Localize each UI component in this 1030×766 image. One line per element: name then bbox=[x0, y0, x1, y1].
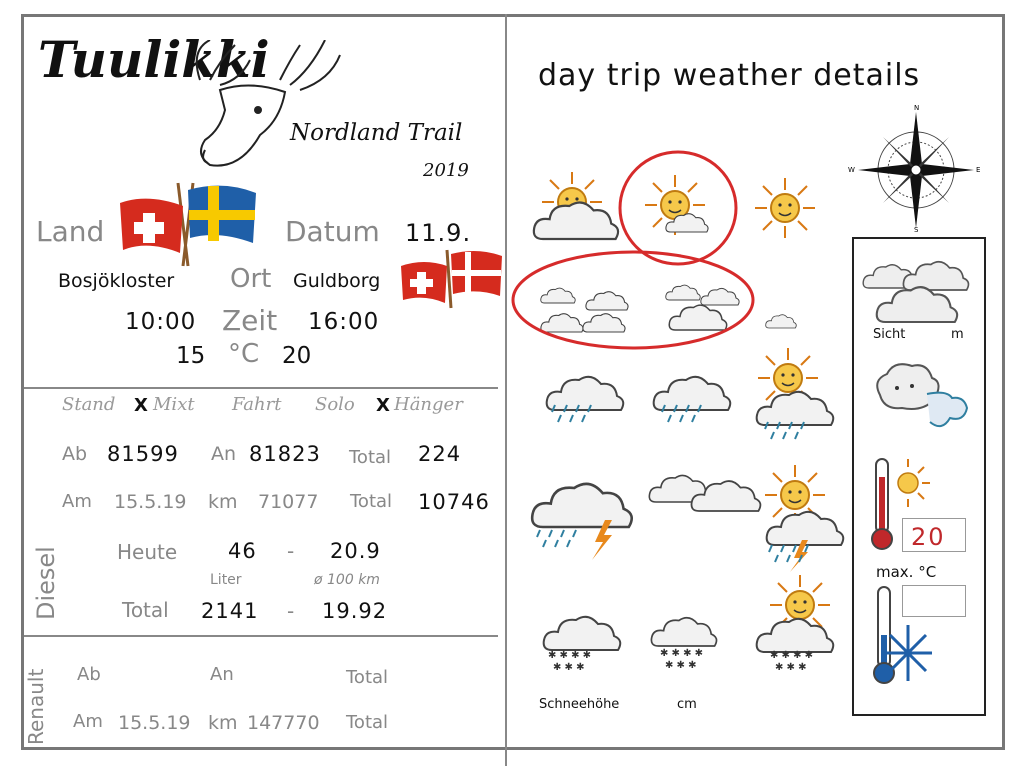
zeit-to: 16:00 bbox=[308, 309, 380, 335]
max-temp-field[interactable] bbox=[902, 518, 966, 552]
dark-clouds-icon bbox=[649, 475, 760, 511]
cloudy-icon bbox=[666, 285, 739, 330]
stand-label: Stand bbox=[62, 394, 116, 415]
ab-value: 81599 bbox=[107, 442, 179, 466]
scattered-clouds-icon bbox=[541, 288, 628, 332]
sicht-unit: m bbox=[951, 327, 964, 342]
haenger-label: Hänger bbox=[394, 394, 463, 415]
land-label: Land bbox=[36, 215, 105, 248]
total-label: Total bbox=[349, 447, 392, 468]
schnee-label: Schneehöhe bbox=[539, 697, 620, 712]
snow-icon bbox=[651, 618, 716, 671]
diesel-total-avg: 19.92 bbox=[322, 599, 388, 623]
total-value: 224 bbox=[418, 442, 462, 466]
diesel-section-text: Diesel bbox=[32, 546, 60, 620]
flags-swiss-swedish bbox=[118, 178, 268, 268]
mixt-label: Mixt bbox=[153, 394, 195, 415]
compass-n: N bbox=[914, 104, 920, 112]
diesel-total-label: Total bbox=[122, 598, 169, 622]
moose-logo bbox=[180, 40, 350, 190]
renault-section-label: Renault bbox=[24, 668, 48, 745]
datum-label: Datum bbox=[285, 215, 380, 248]
renault-km-label: km bbox=[208, 712, 238, 734]
mixt-mark: X bbox=[134, 395, 148, 416]
ort-to: Guldborg bbox=[293, 270, 381, 292]
weather-icon-grid: ✱ ✱ ✱ ✱ ✱ ✱ ✱ bbox=[510, 140, 850, 740]
column-divider bbox=[505, 14, 507, 766]
sun-icon bbox=[755, 178, 815, 238]
an-value: 81823 bbox=[249, 442, 321, 466]
renault-total-label: Total bbox=[346, 667, 389, 688]
total2-value: 10746 bbox=[418, 490, 490, 514]
ort-label: Ort bbox=[230, 264, 272, 294]
heute-label: Heute bbox=[117, 540, 178, 564]
divider-renault bbox=[24, 635, 498, 637]
divider-header bbox=[24, 387, 498, 389]
brand-name: Tuulikki bbox=[38, 30, 270, 89]
temp-from: 15 bbox=[176, 343, 206, 369]
sun-small-cloud-icon bbox=[645, 175, 708, 235]
liter-label: Liter bbox=[210, 572, 242, 588]
renault-km-value: 147770 bbox=[247, 712, 320, 734]
heute-liter: 46 bbox=[228, 539, 257, 563]
diesel-total-liter: 2141 bbox=[201, 599, 259, 623]
visibility-cloud-icon bbox=[860, 250, 980, 325]
fahrt-label: Fahrt bbox=[232, 394, 282, 415]
heavy-rain-icon bbox=[547, 377, 624, 422]
thunderstorm-icon bbox=[532, 484, 632, 560]
max-temp-value: 20 bbox=[911, 523, 946, 551]
avg-label: ø 100 km bbox=[314, 572, 380, 588]
brand-year: 2019 bbox=[423, 160, 469, 181]
km-value: 71077 bbox=[258, 491, 319, 513]
renault-am-value: 15.5.19 bbox=[118, 712, 191, 734]
sun-rain-icon bbox=[757, 348, 834, 439]
heute-avg: 20.9 bbox=[330, 539, 381, 563]
am-label: Am bbox=[62, 491, 92, 512]
temp-unit: °C bbox=[228, 339, 260, 369]
compass-w: W bbox=[848, 166, 855, 174]
diesel-total-dash: - bbox=[287, 599, 295, 623]
temp-to: 20 bbox=[282, 343, 312, 369]
ab-label: Ab bbox=[62, 443, 88, 465]
compass-e: E bbox=[976, 166, 981, 174]
renault-an-label: An bbox=[210, 664, 234, 685]
brand-trail: Nordland Trail bbox=[290, 120, 463, 146]
zeit-from: 10:00 bbox=[125, 309, 197, 335]
sun-cloud-icon bbox=[534, 172, 618, 239]
rain-icon bbox=[654, 377, 731, 422]
compass-rose-icon bbox=[848, 102, 988, 232]
am-value: 15.5.19 bbox=[114, 491, 187, 513]
flags-swiss-danish bbox=[399, 248, 504, 310]
an-label: An bbox=[211, 443, 237, 465]
weather-title: day trip weather details bbox=[538, 58, 921, 93]
sicht-label: Sicht bbox=[873, 327, 906, 342]
zeit-label: Zeit bbox=[222, 304, 278, 337]
total2-label: Total bbox=[350, 491, 393, 512]
ort-from: Bosjökloster bbox=[58, 270, 175, 292]
heute-dash: - bbox=[287, 539, 295, 563]
sun-snow-icon bbox=[757, 575, 834, 673]
max-temp-label: max. °C bbox=[876, 563, 937, 581]
datum-value: 11.9. bbox=[405, 219, 472, 247]
small-cloud-icon bbox=[766, 315, 797, 328]
renault-total2-label: Total bbox=[346, 712, 389, 733]
wind-icon bbox=[872, 360, 972, 435]
renault-am-label: Am bbox=[73, 711, 103, 732]
haenger-mark: X bbox=[376, 395, 390, 416]
min-temp-field[interactable] bbox=[902, 585, 966, 617]
sun-thunderstorm-icon bbox=[765, 465, 843, 572]
schnee-unit: cm bbox=[677, 697, 697, 712]
km-label: km bbox=[208, 491, 238, 513]
heavy-snow-icon bbox=[544, 617, 621, 673]
solo-label: Solo bbox=[315, 394, 355, 415]
renault-ab-label: Ab bbox=[77, 664, 101, 685]
compass-s: S bbox=[914, 226, 919, 232]
